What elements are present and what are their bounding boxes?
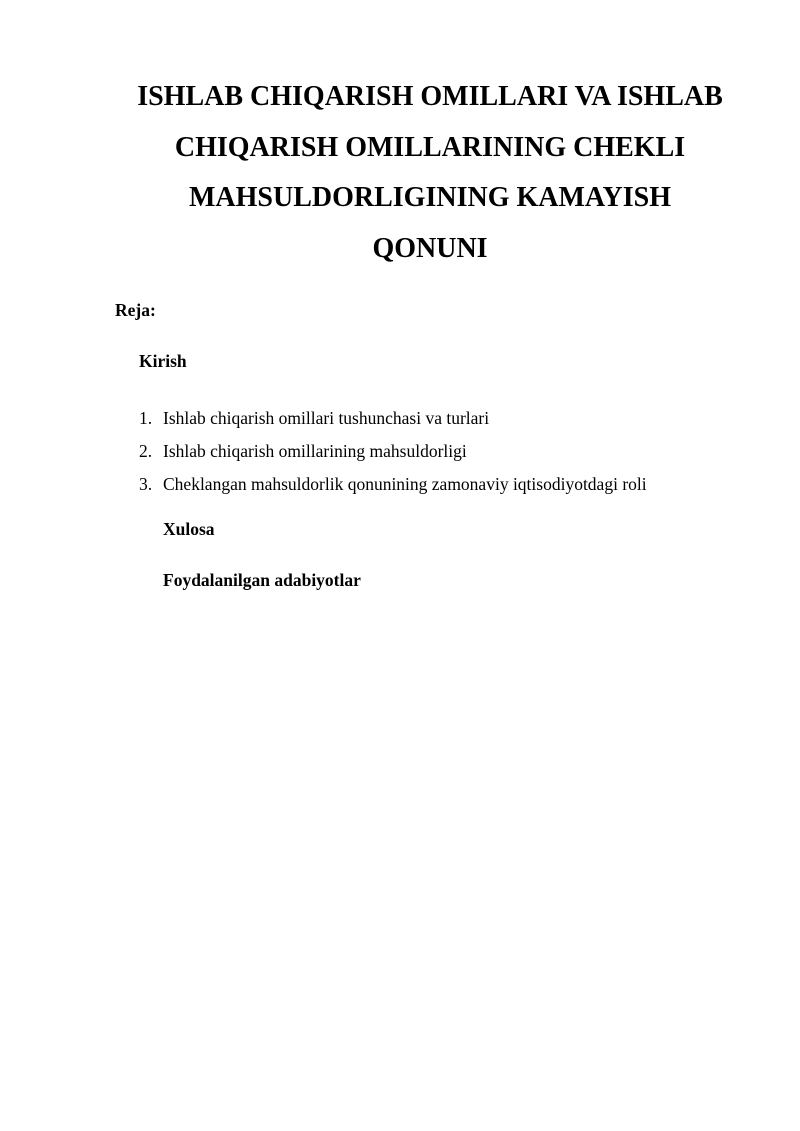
conclusion-heading: Xulosa [163,519,215,539]
title-line-4: QONUNI [372,232,488,264]
document-title [100,72,760,274]
intro-heading: Kirish [139,351,187,371]
title-line-1: ISHLAB CHIQARISH OMILLARI VA ISHLAB [137,81,723,112]
plan-list-item [139,468,647,501]
plan-item-number: 3. [139,474,153,494]
plan-item-number: 2. [139,441,153,461]
title-line-3: MAHSULDORLIGINING KAMAYISH [188,182,672,213]
plan-item-text: Ishlab chiqarish omillarining mahsuldorligi [163,441,467,461]
plan-item-text: Ishlab chiqarish omillari tushunchasi va turlari [163,408,490,428]
title-line-2: CHIQARISH OMILLARINING CHEKLI [174,131,686,163]
plan-item-number: 1. [139,408,153,428]
plan-list-item [139,435,647,468]
plan-item-text: Cheklangan mahsuldorlik qonunining zamonaviy iqtisodiyotdagi roli [163,474,647,494]
plan-list [139,402,647,501]
plan-heading: Reja: [115,300,156,320]
references-heading: Foydalanilgan adabiyotlar [163,570,361,590]
plan-list-item [139,402,647,435]
